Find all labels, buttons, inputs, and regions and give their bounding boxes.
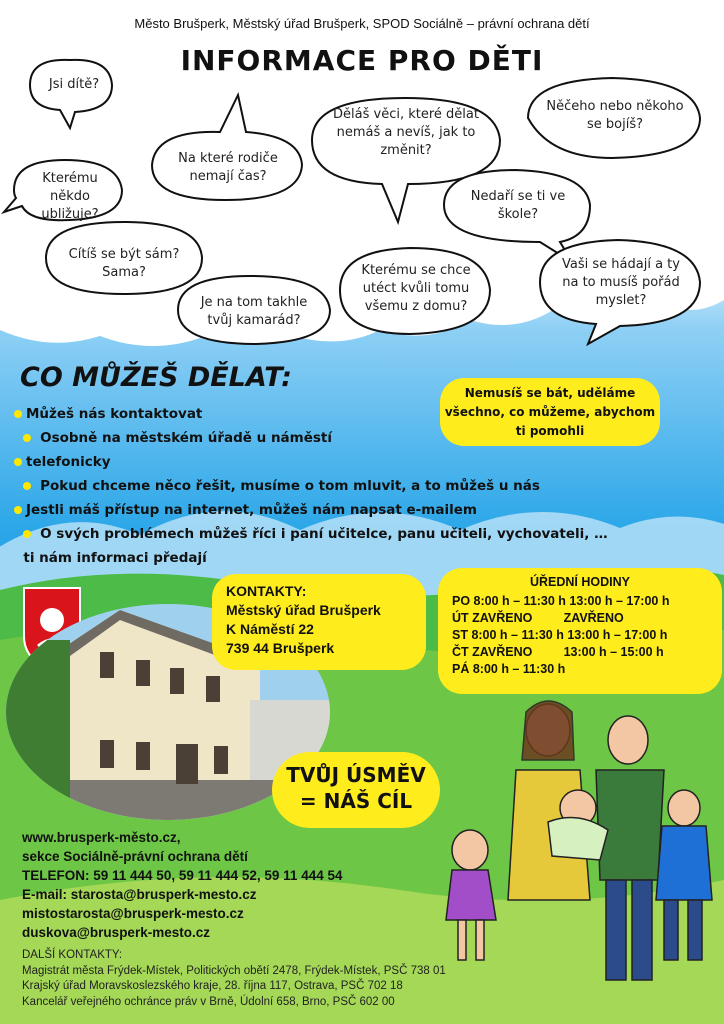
bubble-8: Je na tom takhle tvůj kamarád? bbox=[200, 295, 308, 328]
other-contact-line: Kancelář veřejného ochránce práv v Brně, Údolní 658, Brno, PSČ 602 00 bbox=[22, 995, 395, 1008]
list-item: Jestli máš přístup na internet, můžeš nám napsat e-mailem bbox=[14, 498, 674, 522]
office-hours-box bbox=[438, 568, 722, 694]
office-hours-title: ÚŘEDNÍ HODINY bbox=[529, 575, 630, 589]
bubble-6: Nedaří se ti ve škole? bbox=[470, 189, 566, 222]
hours-row: ÚT ZAVŘENO ZAVŘENO bbox=[452, 611, 624, 625]
slogan-box bbox=[272, 752, 440, 828]
list-item: Můžeš nás kontaktovat bbox=[14, 402, 674, 426]
list-item: ti nám informaci předají bbox=[23, 550, 207, 566]
phone-numbers: TELEFON: 59 11 444 50, 59 11 444 52, 59 11 444 54 bbox=[22, 868, 343, 883]
email-link[interactable]: E-mail: starosta@brusperk-mesto.cz bbox=[22, 887, 257, 902]
bullet-dot-icon bbox=[23, 482, 31, 490]
hours-row: ČT ZAVŘENO 13:00 h – 15:00 h bbox=[452, 645, 664, 659]
list-item: Pokud chceme něco řešit, musíme o tom mluvit, a to můžeš u nás bbox=[14, 474, 674, 498]
hours-row: PO 8:00 h – 11:30 h 13:00 h – 17:00 h bbox=[452, 594, 670, 608]
bullet-dot-icon bbox=[23, 530, 31, 538]
website-link[interactable]: www.brusperk-město.cz, bbox=[22, 830, 181, 845]
bullet-dot-icon bbox=[14, 410, 22, 418]
bubble-2: Kterému někdo ubližuje? bbox=[41, 171, 99, 222]
contacts-line: Městský úřad Brušperk bbox=[226, 602, 381, 618]
contacts-line: K Náměstí 22 bbox=[226, 621, 314, 637]
bullet-dot-icon bbox=[14, 458, 22, 466]
other-contacts-title: DALŠÍ KONTAKTY: bbox=[22, 949, 123, 961]
section-title: CO MŮŽEŠ DĚLAT: bbox=[20, 362, 292, 393]
other-contacts bbox=[22, 948, 446, 1010]
bubble-7: Cítíš se být sám? Sama? bbox=[68, 247, 180, 280]
slogan-line: = NÁŠ CÍL bbox=[299, 789, 413, 813]
hours-row: ST 8:00 h – 11:30 h 13:00 h – 17:00 h bbox=[452, 628, 668, 642]
bubble-1: Jsi dítě? bbox=[48, 77, 100, 92]
reassurance-box: Nemusíš se bát, uděláme všechno, co můžeme, abychom ti pomohli bbox=[440, 378, 660, 446]
page-title: INFORMACE PRO DĚTI bbox=[180, 44, 544, 77]
bubble-3: Na které rodiče nemají čas? bbox=[178, 151, 278, 184]
contacts-box bbox=[212, 574, 426, 670]
bubble-9: Kterému se chce utéct kvůli tomu všemu z domu? bbox=[361, 263, 471, 314]
contacts-title: KONTAKTY: bbox=[226, 583, 307, 599]
other-contact-line: Magistrát města Frýdek-Místek, Politických obětí 2478, Frýdek-Místek, PSČ 738 01 bbox=[22, 964, 446, 977]
website-section: sekce Sociálně-právní ochrana dětí bbox=[22, 849, 248, 864]
hours-row: PÁ 8:00 h – 11:30 h bbox=[452, 662, 566, 676]
list-item: Osobně na městském úřadě u náměstí bbox=[14, 426, 674, 450]
bubble-10: Vaši se hádají a ty na to musíš pořád myslet? bbox=[562, 257, 680, 308]
list-item: telefonicky bbox=[14, 450, 674, 474]
bullet-dot-icon bbox=[23, 434, 31, 442]
bubble-5: Něčeho nebo někoho se bojíš? bbox=[546, 99, 684, 132]
contacts-line: 739 44 Brušperk bbox=[226, 640, 335, 656]
header-text: Město Brušperk, Městský úřad Brušperk, SPOD Sociálně – právní ochrana dětí bbox=[134, 16, 590, 31]
other-contact-line: Krajský úřad Moravskoslezského kraje, 28. října 117, Ostrava, PSČ 702 18 bbox=[22, 980, 403, 992]
web-contacts bbox=[22, 828, 343, 942]
bullet-dot-icon bbox=[14, 506, 22, 514]
email-link[interactable]: duskova@brusperk-mesto.cz bbox=[22, 925, 210, 940]
slogan-line: TVŮJ ÚSMĚV bbox=[286, 763, 426, 787]
bullet-list bbox=[14, 402, 674, 570]
list-item: O svých problémech můžeš říci i paní učitelce, panu učiteli, vychovateli, … bbox=[14, 522, 674, 546]
email-link[interactable]: mistostarosta@brusperk-mesto.cz bbox=[22, 906, 244, 921]
bubble-4: Děláš věci, které dělat nemáš a nevíš, jak to změnit? bbox=[333, 107, 479, 158]
